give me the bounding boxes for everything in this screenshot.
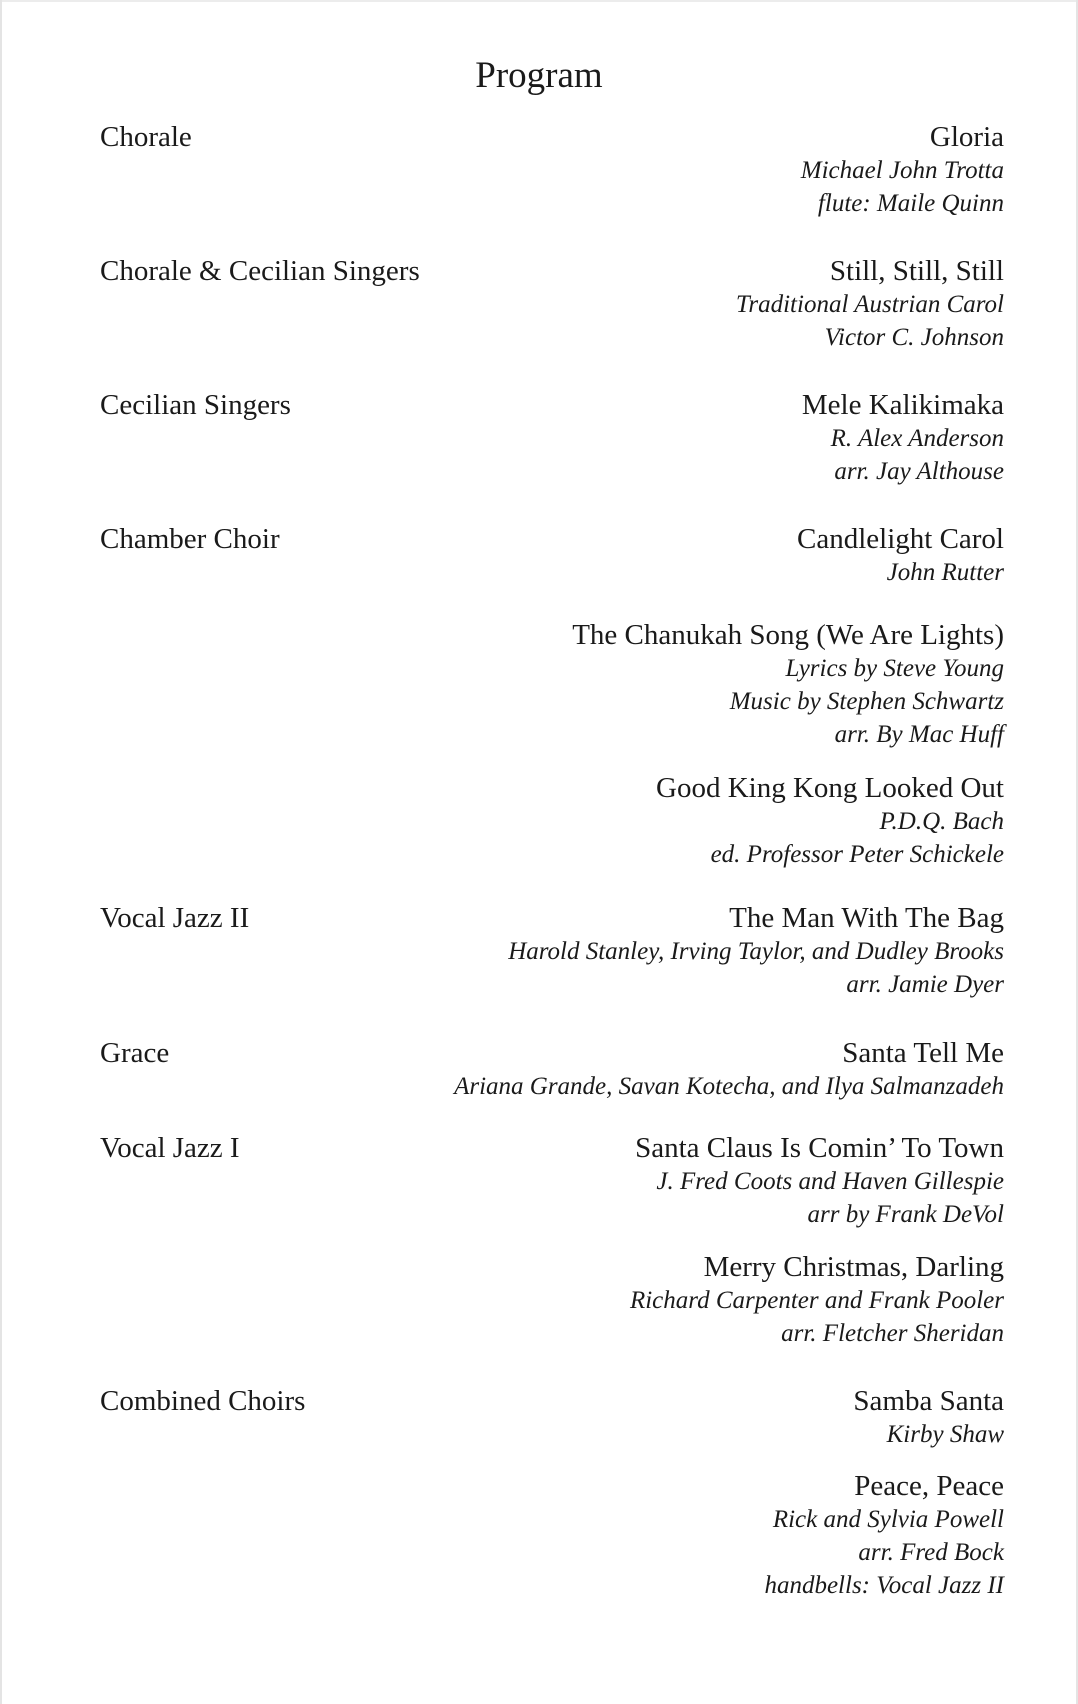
performing-group: Chorale & Cecilian Singers bbox=[100, 255, 420, 287]
piece-credit: handbells: Vocal Jazz II bbox=[764, 1572, 1004, 1599]
performing-group: Cecilian Singers bbox=[100, 389, 291, 421]
piece-credit: Rick and Sylvia Powell bbox=[772, 1506, 1004, 1533]
piece-block bbox=[801, 120, 1004, 220]
piece-credit: arr. By Mac Huff bbox=[834, 721, 1004, 748]
piece-title: Good King Kong Looked Out bbox=[656, 772, 1004, 804]
piece-credit: Kirby Shaw bbox=[886, 1421, 1004, 1448]
piece-block bbox=[630, 1250, 1004, 1350]
page-title: Program bbox=[475, 55, 603, 96]
piece-block bbox=[572, 618, 1004, 751]
piece-credit: arr by Frank DeVol bbox=[807, 1201, 1004, 1228]
piece-credit: flute: Maile Quinn bbox=[817, 190, 1004, 217]
piece-credit: Ariana Grande, Savan Kotecha, and Ilya Salmanzadeh bbox=[454, 1073, 1004, 1100]
page-top-edge bbox=[0, 0, 1078, 2]
piece-title: The Chanukah Song (We Are Lights) bbox=[572, 619, 1004, 651]
piece-credit: P.D.Q. Bach bbox=[879, 808, 1004, 835]
piece-title: Gloria bbox=[929, 121, 1004, 153]
performing-group: Grace bbox=[100, 1037, 170, 1069]
page-left-edge bbox=[0, 0, 2, 1704]
piece-credit: John Rutter bbox=[886, 559, 1004, 586]
piece-credit: Music by Stephen Schwartz bbox=[729, 688, 1004, 715]
piece-credit: Harold Stanley, Irving Taylor, and Dudley Brooks bbox=[508, 938, 1004, 965]
piece-credit: Michael John Trotta bbox=[800, 157, 1004, 184]
piece-title: Samba Santa bbox=[853, 1385, 1004, 1417]
piece-credit: Victor C. Johnson bbox=[824, 324, 1004, 351]
piece-block bbox=[802, 388, 1004, 488]
piece-credit: Traditional Austrian Carol bbox=[735, 291, 1004, 318]
piece-title: Candlelight Carol bbox=[797, 523, 1004, 555]
performing-group: Vocal Jazz I bbox=[100, 1132, 240, 1164]
piece-credit: arr. Jay Althouse bbox=[834, 458, 1004, 485]
piece-title: Still, Still, Still bbox=[829, 255, 1004, 287]
performing-group: Chorale bbox=[100, 121, 192, 153]
piece-credit: arr. Jamie Dyer bbox=[846, 971, 1004, 998]
piece-block bbox=[853, 1384, 1004, 1451]
piece-credit: J. Fred Coots and Haven Gillespie bbox=[656, 1168, 1004, 1195]
piece-block bbox=[764, 1469, 1004, 1602]
piece-credit: arr. Fletcher Sheridan bbox=[781, 1320, 1004, 1347]
piece-title: Santa Claus Is Comin’ To Town bbox=[635, 1132, 1004, 1164]
piece-block bbox=[797, 522, 1004, 589]
piece-title: Merry Christmas, Darling bbox=[703, 1251, 1004, 1283]
piece-credit: R. Alex Anderson bbox=[830, 425, 1004, 452]
performing-group: Chamber Choir bbox=[100, 523, 280, 555]
piece-block bbox=[635, 1131, 1004, 1231]
performing-group: Vocal Jazz II bbox=[100, 902, 250, 934]
piece-credit: Lyrics by Steve Young bbox=[785, 655, 1004, 682]
piece-credit: ed. Professor Peter Schickele bbox=[710, 841, 1004, 868]
piece-block bbox=[656, 771, 1004, 871]
piece-block bbox=[508, 901, 1004, 1001]
piece-title: Mele Kalikimaka bbox=[801, 389, 1004, 421]
piece-title: Santa Tell Me bbox=[842, 1037, 1004, 1069]
piece-credit: Richard Carpenter and Frank Pooler bbox=[629, 1287, 1004, 1314]
performing-group: Combined Choirs bbox=[100, 1385, 306, 1417]
piece-title: The Man With The Bag bbox=[729, 902, 1004, 934]
piece-title: Peace, Peace bbox=[854, 1470, 1004, 1502]
piece-block bbox=[454, 1036, 1004, 1103]
piece-credit: arr. Fred Bock bbox=[858, 1539, 1004, 1566]
piece-block bbox=[736, 254, 1004, 354]
